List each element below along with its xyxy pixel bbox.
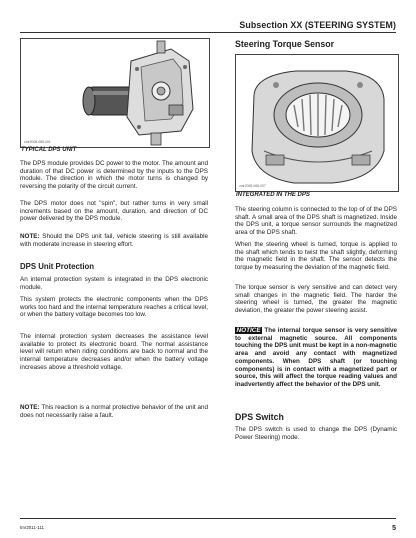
page-header-title: Subsection XX (STEERING SYSTEM) (239, 20, 396, 30)
paragraph: The DPS motor does not "spin", but rather turns in very small increments based on the amount, duration, and direction of DC power delivered by the DPS module. (20, 200, 208, 223)
figure-caption: TYPICAL DPS UNIT (21, 147, 77, 153)
figure-ref-code: vmr2008-068-001 (24, 140, 51, 144)
note-paragraph (20, 404, 208, 419)
paragraph: The DPS module provides DC power to the motor. The amount and duration of that DC power is determined by the inputs to the DPS module. The direction in which the motor turns is changed by reversing the polarity of the circuit current. (20, 160, 208, 191)
paragraph: When the steering wheel is turned, torque is applied to the shaft which tends to twist the shaft slightly, deforming the magnetic field in the shaft. The sensor detects the torque by measuring the deviation of the magnetic field. (235, 241, 397, 272)
note-label: NOTE: (20, 404, 40, 411)
section-heading: DPS Switch (235, 412, 284, 422)
paragraph: The DPS switch is used to change the DPS (Dynamic Power Steering) mode. (235, 426, 397, 441)
paragraph: The steering column is connected to the top of of the DPS shaft. A small area of the DPS shaft is magnetized. Inside the DPS unit, a torque sensor surrounds the magnetized area of the DPS shaft. (235, 206, 397, 237)
section-heading: DPS Unit Protection (20, 262, 95, 271)
notice-badge: NOTICE (236, 327, 261, 334)
section-heading: Steering Torque Sensor (235, 39, 335, 49)
header-rule (20, 32, 396, 33)
footer-code: tmr2011-111 (20, 525, 44, 530)
note-paragraph (20, 233, 208, 248)
torque-sensor-illustration (236, 55, 398, 191)
notice-paragraph (235, 327, 397, 389)
dps-unit-figure (20, 38, 210, 148)
figure-ref-code: vmr2008-068-007 (239, 184, 266, 188)
paragraph: The torque sensor is very sensitive and can detect very small changes in the magnetic field. The harder the steering wheel is turned, the greater the magnetic deviation, the greater the power steering assist. (235, 284, 397, 315)
page-number: 5 (392, 525, 396, 532)
notice-text: The internal torque sensor is very sensitive to external magnetic source. All components touching the DPS unit must be kept in a non-magnetic area and avoid any contact with magnetized components. When DPS shaft (or touching components) is in contact with a magnetized part or source, this will affect the torque reading values and inadvertently affect the behavior of the DPS unit. (235, 327, 397, 388)
paragraph: This system protects the electronic components when the DPS works too hard and the internal temperature reaches a critical level, or when the battery voltage becomes too low. (20, 296, 208, 319)
note-text: This reaction is a normal protective behavior of the unit and does not necessarily raise a fault. (20, 404, 208, 419)
dps-unit-illustration (21, 39, 209, 147)
figure-caption: INTEGRATED IN THE DPS (236, 192, 310, 198)
note-label: NOTE: (20, 233, 40, 240)
note-text: Should the DPS unit fail, vehicle steering is still available with moderate increase in steering effort. (20, 233, 208, 248)
paragraph: An internal protection system is integrated in the DPS electronic module. (20, 276, 208, 291)
footer-rule (20, 518, 396, 519)
torque-sensor-figure (235, 54, 399, 192)
paragraph: The internal protection system decreases the assistance level available to protect its electronic board. The normal assistance level will return when riding conditions are back to normal and the internal temperature decreases and/or when the battery voltage increases above a threshold voltage. (20, 333, 208, 371)
